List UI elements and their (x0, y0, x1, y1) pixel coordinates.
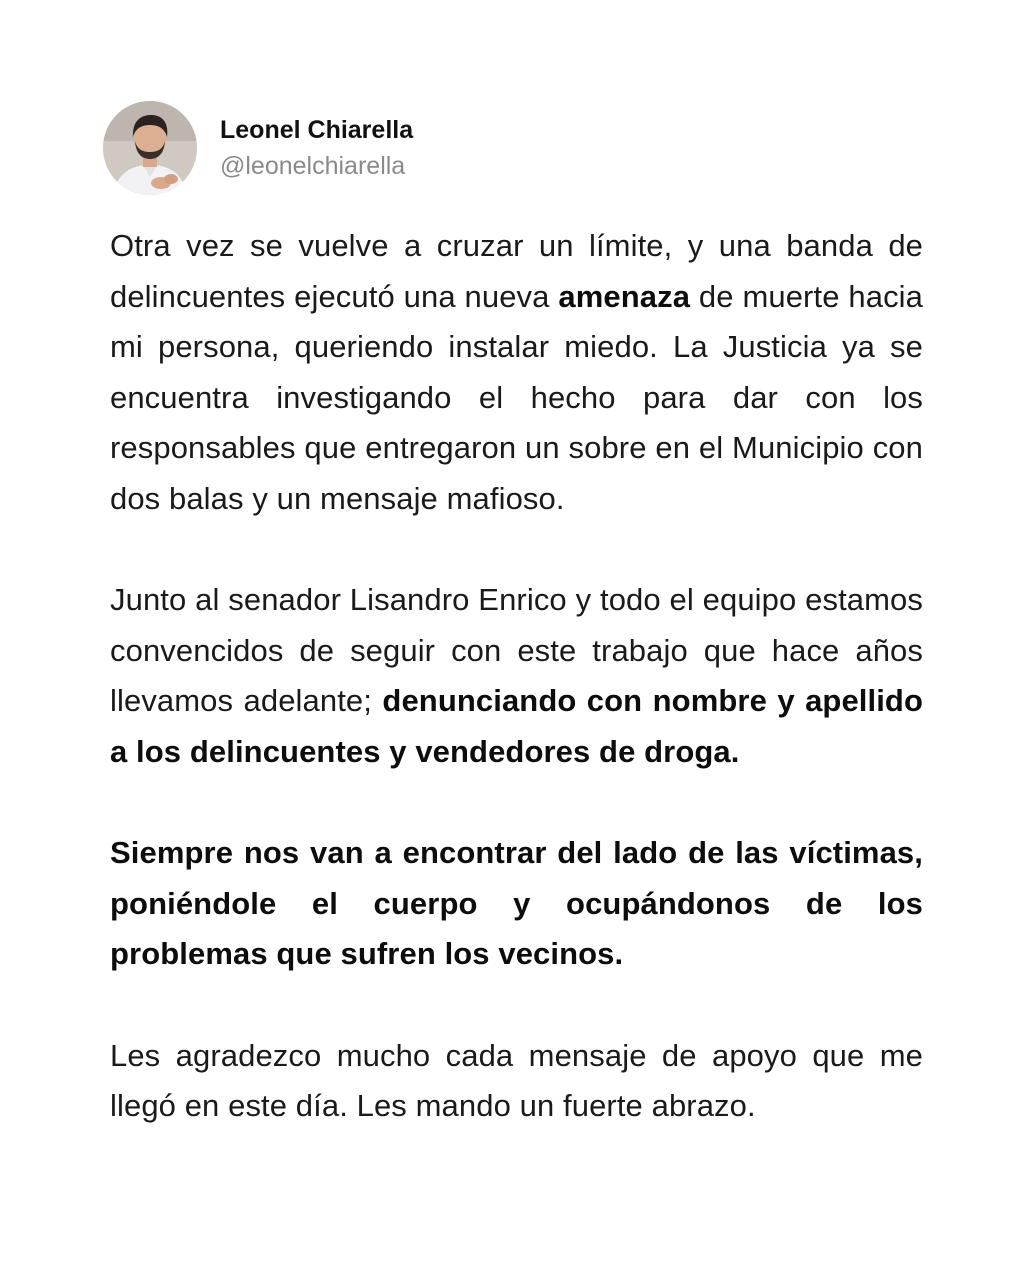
paragraph-text: de muerte hacia mi persona, queriendo instalar miedo. La Justicia ya se encuentra investigando el hecho para dar con los responsables que entregaron un sobre en el Municipio con dos balas y un mensaje mafioso. (110, 278, 923, 516)
author-handle[interactable]: @leonelchiarella (220, 152, 406, 180)
post-paragraph-4: Les agradezco mucho cada mensaje de apoyo que me llegó en este día. Les mando un fuerte abrazo. (110, 1037, 923, 1123)
paragraph-text: Otra vez se vuelve a cruzar un límite, y una banda de delincuentes ejecutó una nueva (110, 228, 923, 314)
paragraph-bold-text: denunciando con nombre y apellido a los delincuentes y vendedores de droga. (110, 683, 923, 769)
paragraph-text: Junto al senador Lisandro Enrico y todo el equipo estamos convencidos de seguir con este trabajo que hace años llevamos adelante; (110, 582, 923, 718)
author-identity (220, 101, 413, 195)
post-paragraph-3: Siempre nos van a encontrar del lado de las víctimas, poniéndole el cuerpo y ocupándonos de los problemas que sufren los vecinos. (110, 835, 923, 971)
profile-photo-icon (103, 101, 197, 195)
post-header (103, 101, 413, 195)
paragraph-bold-text: amenaza (558, 278, 691, 314)
post-paragraph-1 (110, 221, 923, 524)
post-body (110, 221, 923, 1132)
author-name[interactable]: Leonel Chiarella (220, 116, 414, 144)
post-paragraph-2 (110, 575, 923, 777)
avatar[interactable] (103, 101, 197, 195)
